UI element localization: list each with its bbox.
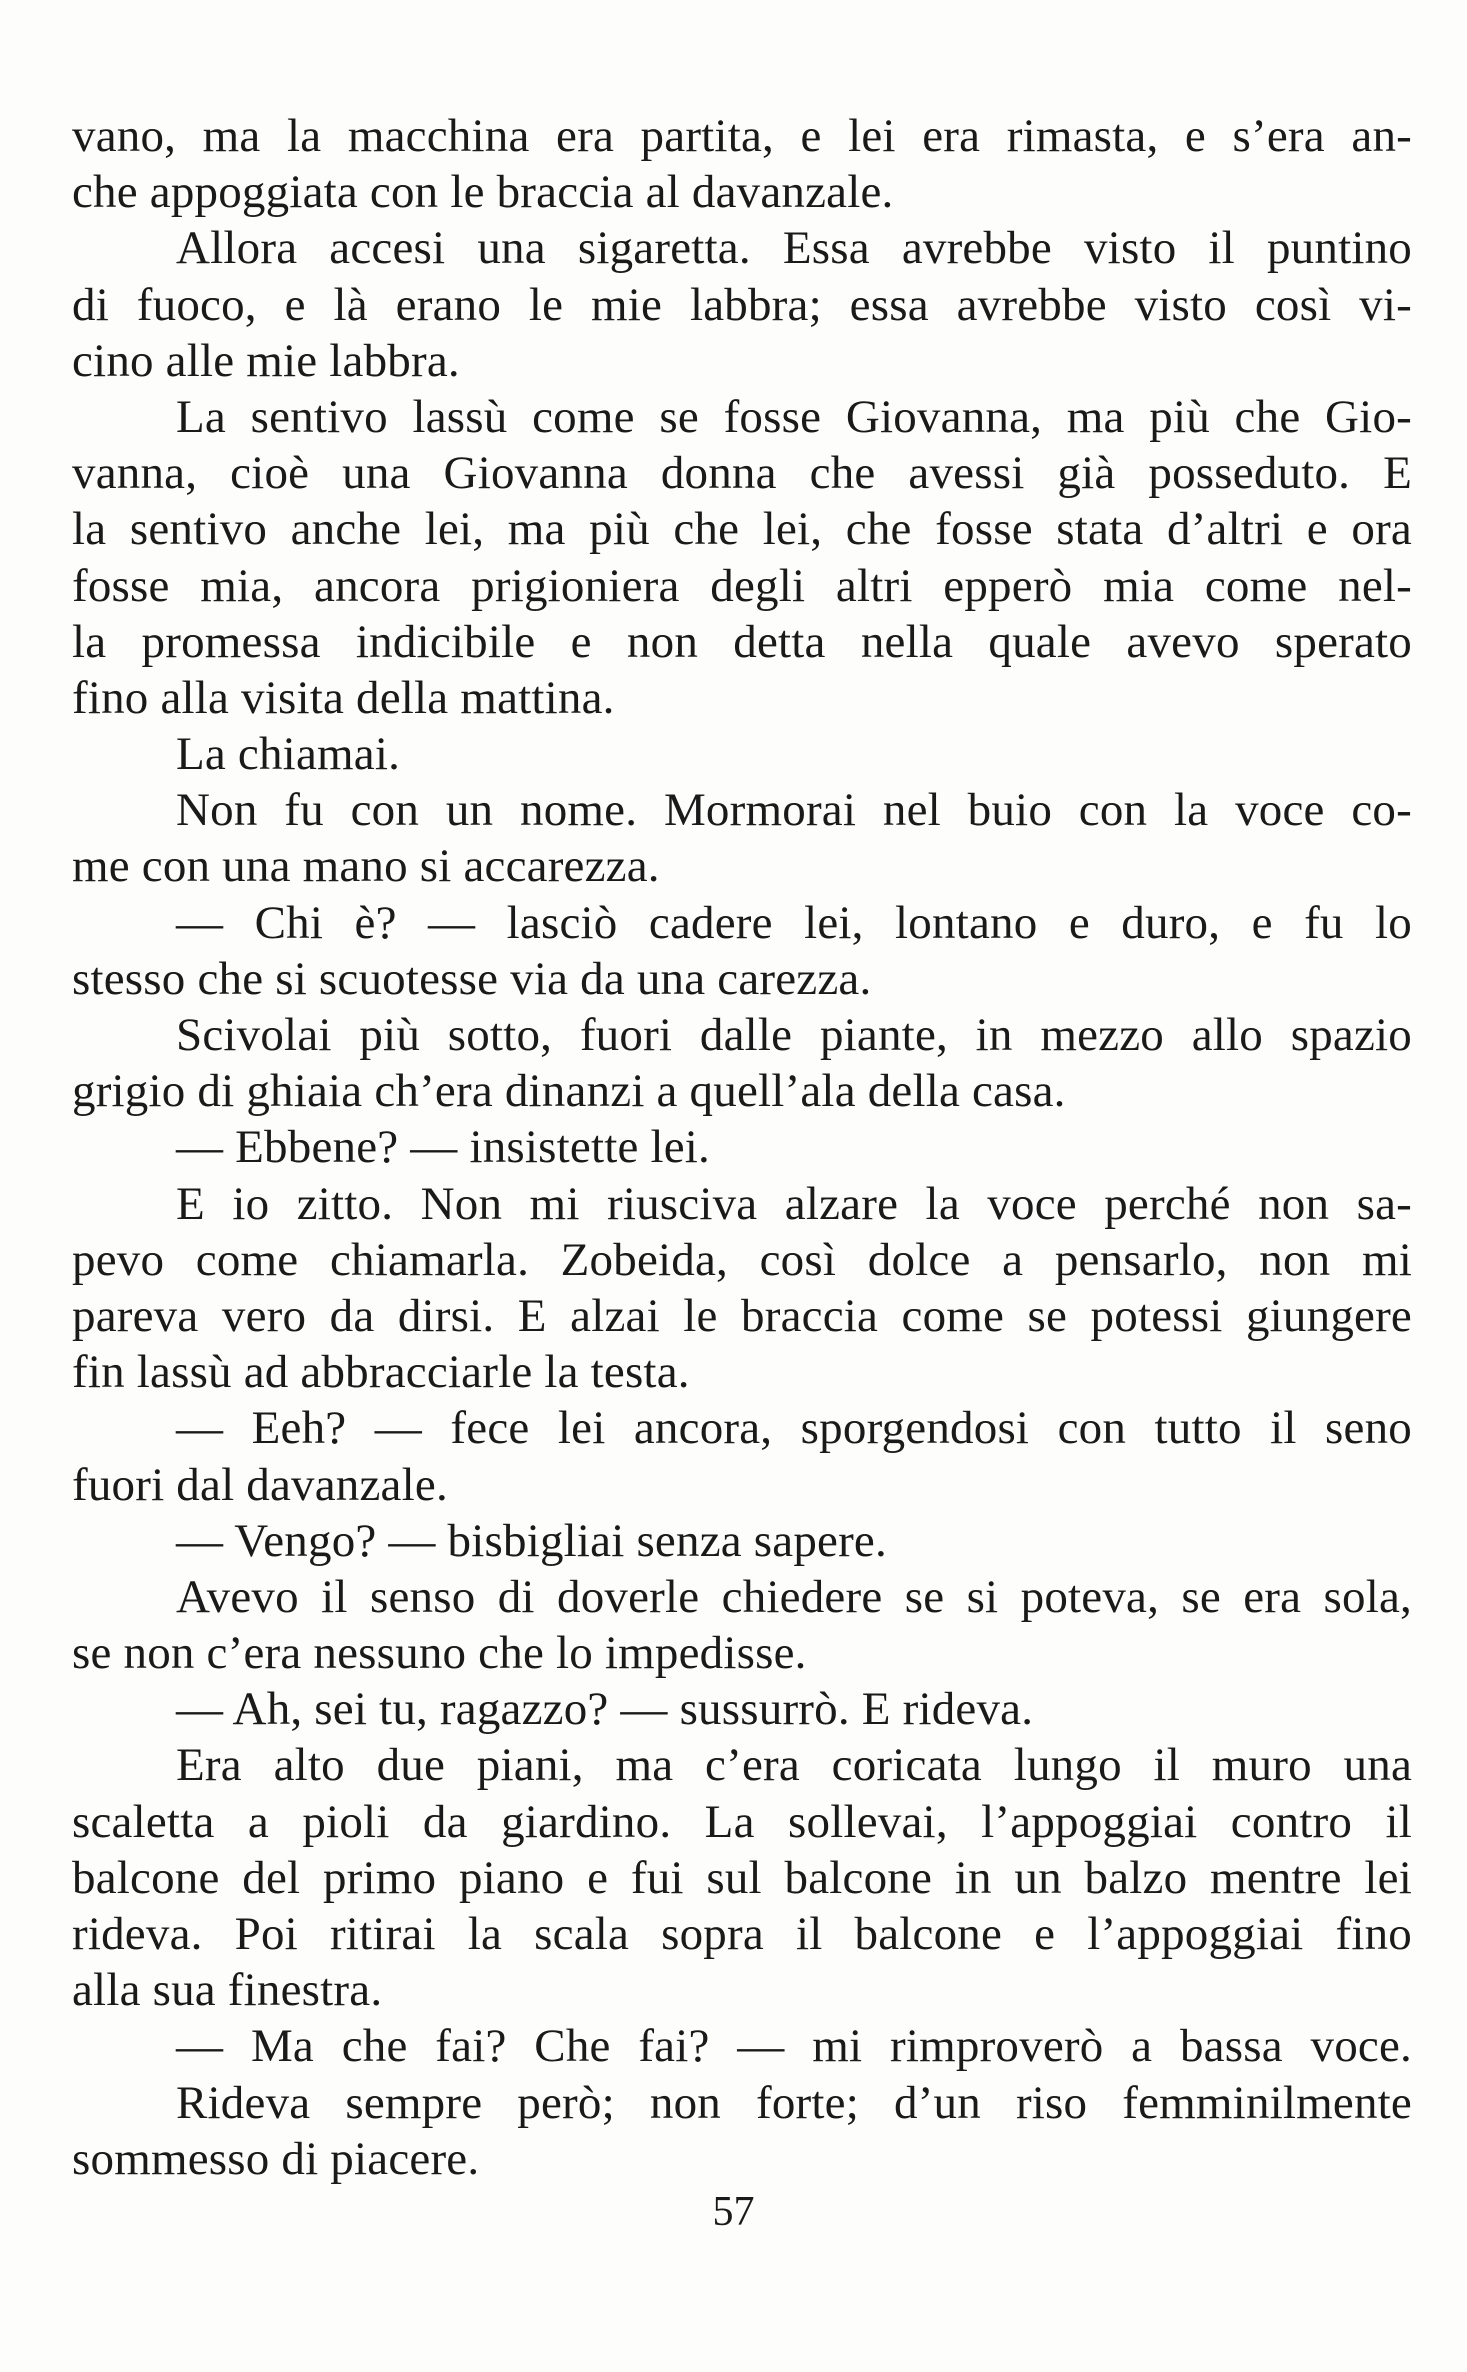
text-line: pareva vero da dirsi. E alzai le braccia come se potessi giungere (72, 1289, 1412, 1342)
text-line: fuori dal davanzale. (72, 1458, 448, 1511)
text-line: stesso che si scuotesse via da una carezza. (72, 952, 872, 1005)
text-line: Era alto due piani, ma c’era coricata lungo il muro una (176, 1739, 1412, 1792)
text-line: Allora accesi una sigaretta. Essa avrebbe visto il puntino (176, 222, 1412, 275)
text-line: La chiamai. (176, 728, 401, 781)
text-line: vanna, cioè una Giovanna donna che avessi già posseduto. E (72, 447, 1412, 500)
text-line: scaletta a pioli da giardino. La sollevai, l’appoggiai contro il (72, 1795, 1412, 1848)
body-text (72, 108, 1412, 2187)
text-line: Non fu con un nome. Mormorai nel buio con la voce co- (176, 784, 1412, 837)
text-line: la promessa indicibile e non detta nella quale avevo sperato (72, 615, 1412, 668)
text-line: — Vengo? — bisbigliai senza sapere. (176, 1514, 887, 1567)
text-line: pevo come chiamarla. Zobeida, così dolce a pensarlo, non mi (72, 1233, 1412, 1286)
text-line: vano, ma la macchina era partita, e lei era rimasta, e s’era an- (72, 110, 1412, 162)
text-line: — Ma che fai? Che fai? — mi rimproverò a bassa voce. (176, 2020, 1412, 2073)
text-line: Avevo il senso di doverle chiedere se si poteva, se era sola, (176, 1570, 1412, 1623)
text-line: sommesso di piacere. (72, 2132, 480, 2185)
text-line: — Ebbene? — insistette lei. (176, 1121, 711, 1174)
text-line: rideva. Poi ritirai la scala sopra il balcone e l’appoggiai fino (72, 1908, 1412, 1960)
text-line: La sentivo lassù come se fosse Giovanna, ma più che Gio- (176, 390, 1412, 443)
text-line: alla sua finestra. (72, 1964, 383, 2017)
text-line: — Eeh? — fece lei ancora, sporgendosi con tutto il seno (176, 1402, 1412, 1455)
text-line: balcone del primo piano e fui sul balcone in un balzo mentre lei (72, 1851, 1412, 1904)
text-line: E io zitto. Non mi riusciva alzare la voce perché non sa- (176, 1177, 1412, 1230)
text-line: — Chi è? — lasciò cadere lei, lontano e duro, e fu lo (176, 896, 1412, 949)
text-line: fosse mia, ancora prigioniera degli altri epperò mia come nel- (72, 559, 1412, 612)
text-line: fin lassù ad abbracciarle la testa. (72, 1346, 690, 1399)
text-line: la sentivo anche lei, ma più che lei, che fosse stata d’altri e ora (72, 503, 1412, 556)
text-line: me con una mano si accarezza. (72, 840, 660, 893)
text-line: se non c’era nessuno che lo impedisse. (72, 1627, 807, 1680)
text-line: Scivolai più sotto, fuori dalle piante, in mezzo allo spazio (176, 1009, 1412, 1061)
text-line: grigio di ghiaia ch’era dinanzi a quell’ala della casa. (72, 1065, 1066, 1118)
text-line: Rideva sempre però; non forte; d’un riso femminilmente (176, 2076, 1412, 2129)
text-line: cino alle mie labbra. (72, 334, 460, 387)
text-line: — Ah, sei tu, ragazzo? — sussurrò. E rideva. (176, 1683, 1034, 1736)
text-line: che appoggiata con le braccia al davanzale. (72, 166, 894, 219)
text-line: di fuoco, e là erano le mie labbra; essa avrebbe visto così vi- (72, 278, 1412, 331)
page-number: 57 (712, 2189, 755, 2235)
text-line: fino alla visita della mattina. (72, 671, 615, 724)
